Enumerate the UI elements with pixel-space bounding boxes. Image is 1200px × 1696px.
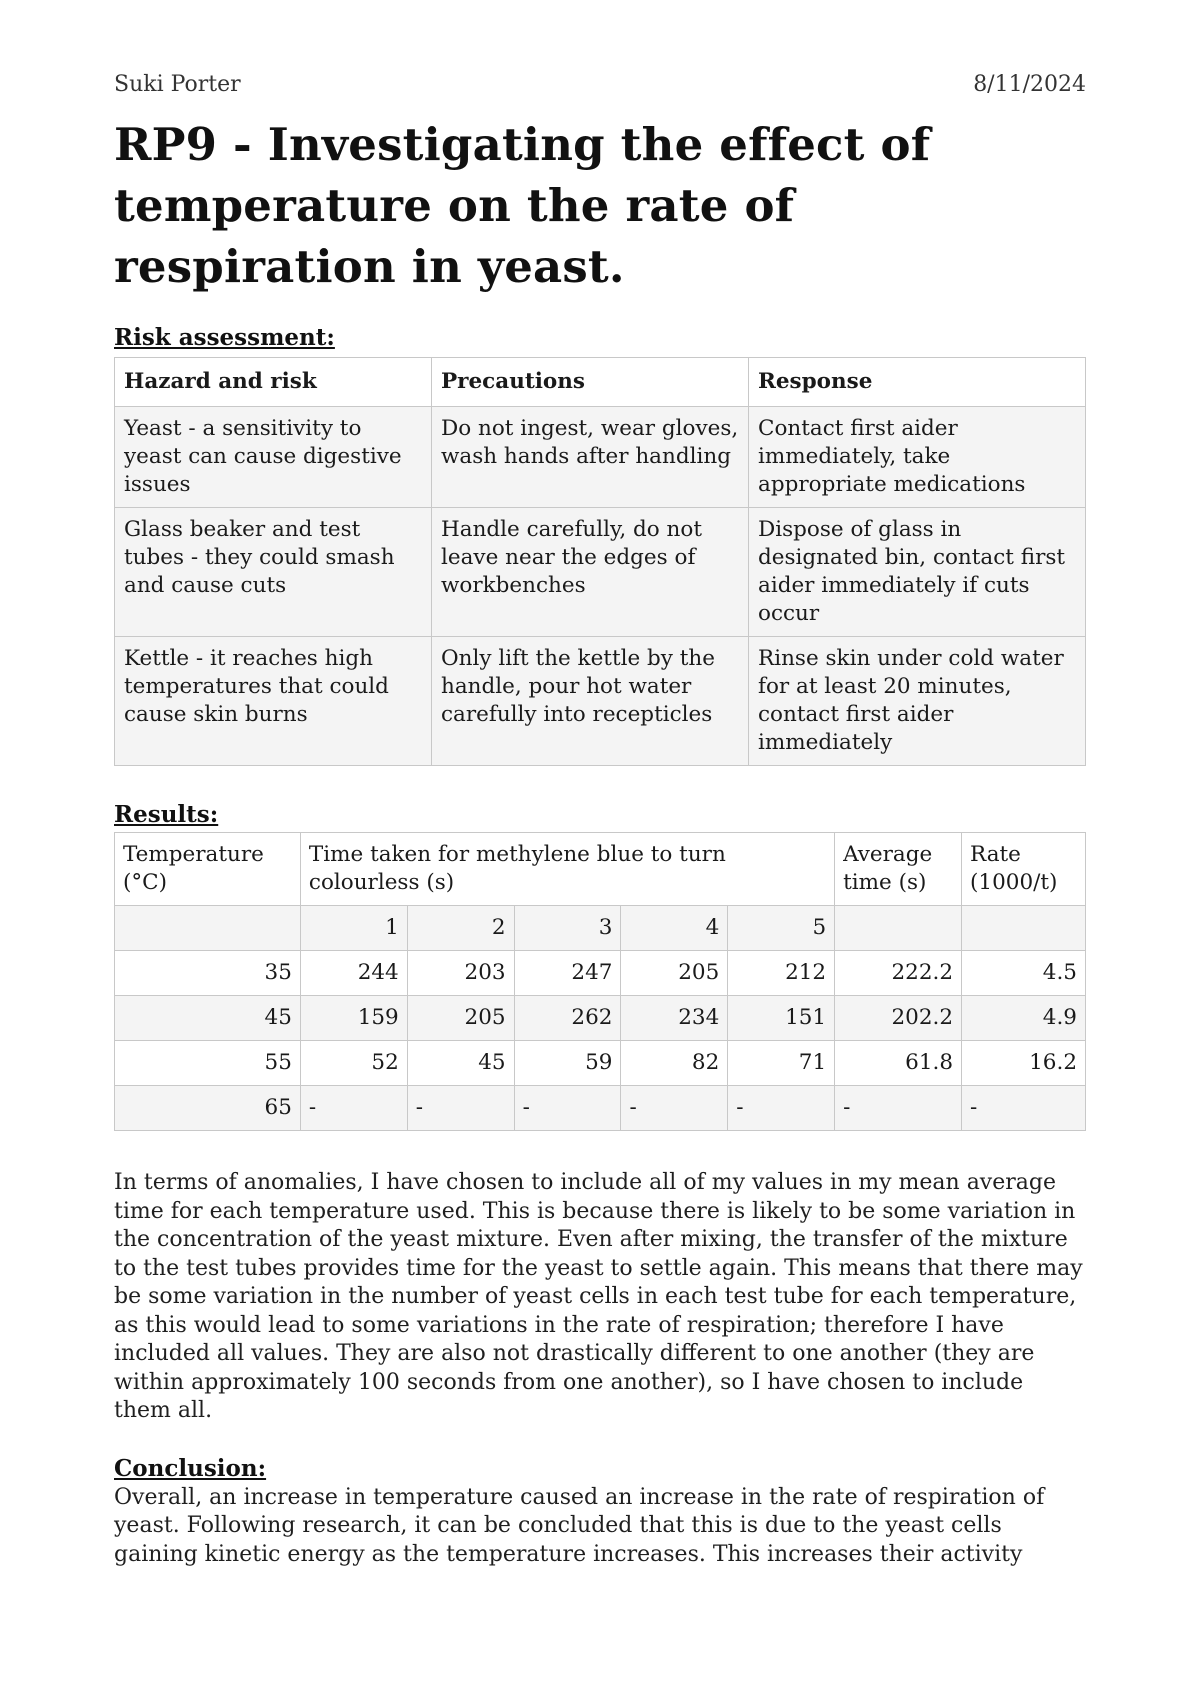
average-cell: 61.8 — [835, 1041, 962, 1086]
temperature-cell: 45 — [115, 996, 301, 1041]
empty-cell — [115, 906, 301, 951]
trial-cell: 212 — [728, 951, 835, 996]
trial-cell: 59 — [514, 1041, 621, 1086]
trial-cell: 52 — [300, 1041, 407, 1086]
table-row — [115, 996, 1086, 1041]
column-header-hazard: Hazard and risk — [115, 358, 432, 407]
trial-cell: - — [621, 1086, 728, 1131]
rate-cell: 16.2 — [962, 1041, 1086, 1086]
temperature-cell: 35 — [115, 951, 301, 996]
column-header-response: Response — [749, 358, 1086, 407]
trial-cell: 203 — [407, 951, 514, 996]
trial-cell: - — [407, 1086, 514, 1131]
trial-cell: 82 — [621, 1041, 728, 1086]
trial-number: 3 — [514, 906, 621, 951]
column-header-precautions: Precautions — [432, 358, 749, 407]
risk-assessment-table — [114, 357, 1086, 766]
column-header-temperature: Temperature (°C) — [115, 833, 301, 906]
trial-number-row — [115, 906, 1086, 951]
table-row — [115, 1086, 1086, 1131]
trial-cell: - — [300, 1086, 407, 1131]
average-cell: - — [835, 1086, 962, 1131]
hazard-cell: Glass beaker and test tubes - they could smash and cause cuts — [115, 508, 432, 637]
trial-cell: 205 — [621, 951, 728, 996]
trial-cell: 71 — [728, 1041, 835, 1086]
anomalies-paragraph: In terms of anomalies, I have chosen to include all of my values in my mean average time for each temperature used. This is because there is likely to be some variation in the concentration of the yeast mixture. Even after mixing, the transfer of the mixture to the test tubes provides time for the yeast to settle again. This means that there may be some variation in the number of yeast cells in each test tube for each temperature, as this would lead to some variations in the rate of respiration; therefore I have included all values. They are also not drastically different to one another (they are within approximately 100 seconds from one another), so I have chosen to include them all. — [114, 1170, 1083, 1423]
average-cell: 222.2 — [835, 951, 962, 996]
rate-cell: 4.5 — [962, 951, 1086, 996]
precautions-cell: Do not ingest, wear gloves, wash hands after handling — [432, 407, 749, 508]
precautions-cell: Handle carefully, do not leave near the edges of workbenches — [432, 508, 749, 637]
document-date: 8/11/2024 — [973, 72, 1086, 97]
trial-number: 1 — [300, 906, 407, 951]
trial-number: 5 — [728, 906, 835, 951]
results-table — [114, 832, 1086, 1131]
results-heading: Results: — [114, 801, 219, 828]
hazard-cell: Yeast - a sensitivity to yeast can cause digestive issues — [115, 407, 432, 508]
rate-cell: 4.9 — [962, 996, 1086, 1041]
empty-cell — [962, 906, 1086, 951]
table-row — [115, 951, 1086, 996]
response-cell: Contact first aider immediately, take appropriate medications — [749, 407, 1086, 508]
temperature-cell: 65 — [115, 1086, 301, 1131]
precautions-cell: Only lift the kettle by the handle, pour hot water carefully into recepticles — [432, 637, 749, 766]
document-header — [114, 70, 1086, 100]
table-row — [115, 637, 1086, 766]
response-cell: Rinse skin under cold water for at least 20 minutes, contact first aider immediately — [749, 637, 1086, 766]
trial-cell: 234 — [621, 996, 728, 1041]
trial-cell: - — [728, 1086, 835, 1131]
trial-cell: 244 — [300, 951, 407, 996]
column-header-average: Average time (s) — [835, 833, 962, 906]
trial-cell: 159 — [300, 996, 407, 1041]
table-row — [115, 508, 1086, 637]
page-title: RP9 - Investigating the effect of temperature on the rate of respiration in yeast. — [114, 118, 931, 293]
table-row — [115, 1041, 1086, 1086]
trial-cell: 45 — [407, 1041, 514, 1086]
trial-number: 4 — [621, 906, 728, 951]
rate-cell: - — [962, 1086, 1086, 1131]
trial-cell: 262 — [514, 996, 621, 1041]
risk-table-header-row — [115, 358, 1086, 407]
results-header-row — [115, 833, 1086, 906]
risk-assessment-heading: Risk assessment: — [114, 324, 335, 351]
average-cell: 202.2 — [835, 996, 962, 1041]
trial-cell: 151 — [728, 996, 835, 1041]
response-cell: Dispose of glass in designated bin, contact first aider immediately if cuts occur — [749, 508, 1086, 637]
trial-number: 2 — [407, 906, 514, 951]
author-name: Suki Porter — [114, 72, 241, 97]
conclusion-text: Overall, an increase in temperature caused an increase in the rate of respiration of yeast. Following research, it can be concluded that this is due to the yeast cells gaining kinetic energy as the temperature increases. This increases their activity — [114, 1484, 1045, 1567]
trial-cell: 205 — [407, 996, 514, 1041]
trial-cell: 247 — [514, 951, 621, 996]
table-row — [115, 407, 1086, 508]
temperature-cell: 55 — [115, 1041, 301, 1086]
empty-cell — [835, 906, 962, 951]
hazard-cell: Kettle - it reaches high temperatures that could cause skin burns — [115, 637, 432, 766]
column-header-time: Time taken for methylene blue to turn colourless (s) — [300, 833, 834, 906]
conclusion-heading: Conclusion: — [114, 1454, 267, 1482]
column-header-rate: Rate (1000/t) — [962, 833, 1086, 906]
trial-cell: - — [514, 1086, 621, 1131]
